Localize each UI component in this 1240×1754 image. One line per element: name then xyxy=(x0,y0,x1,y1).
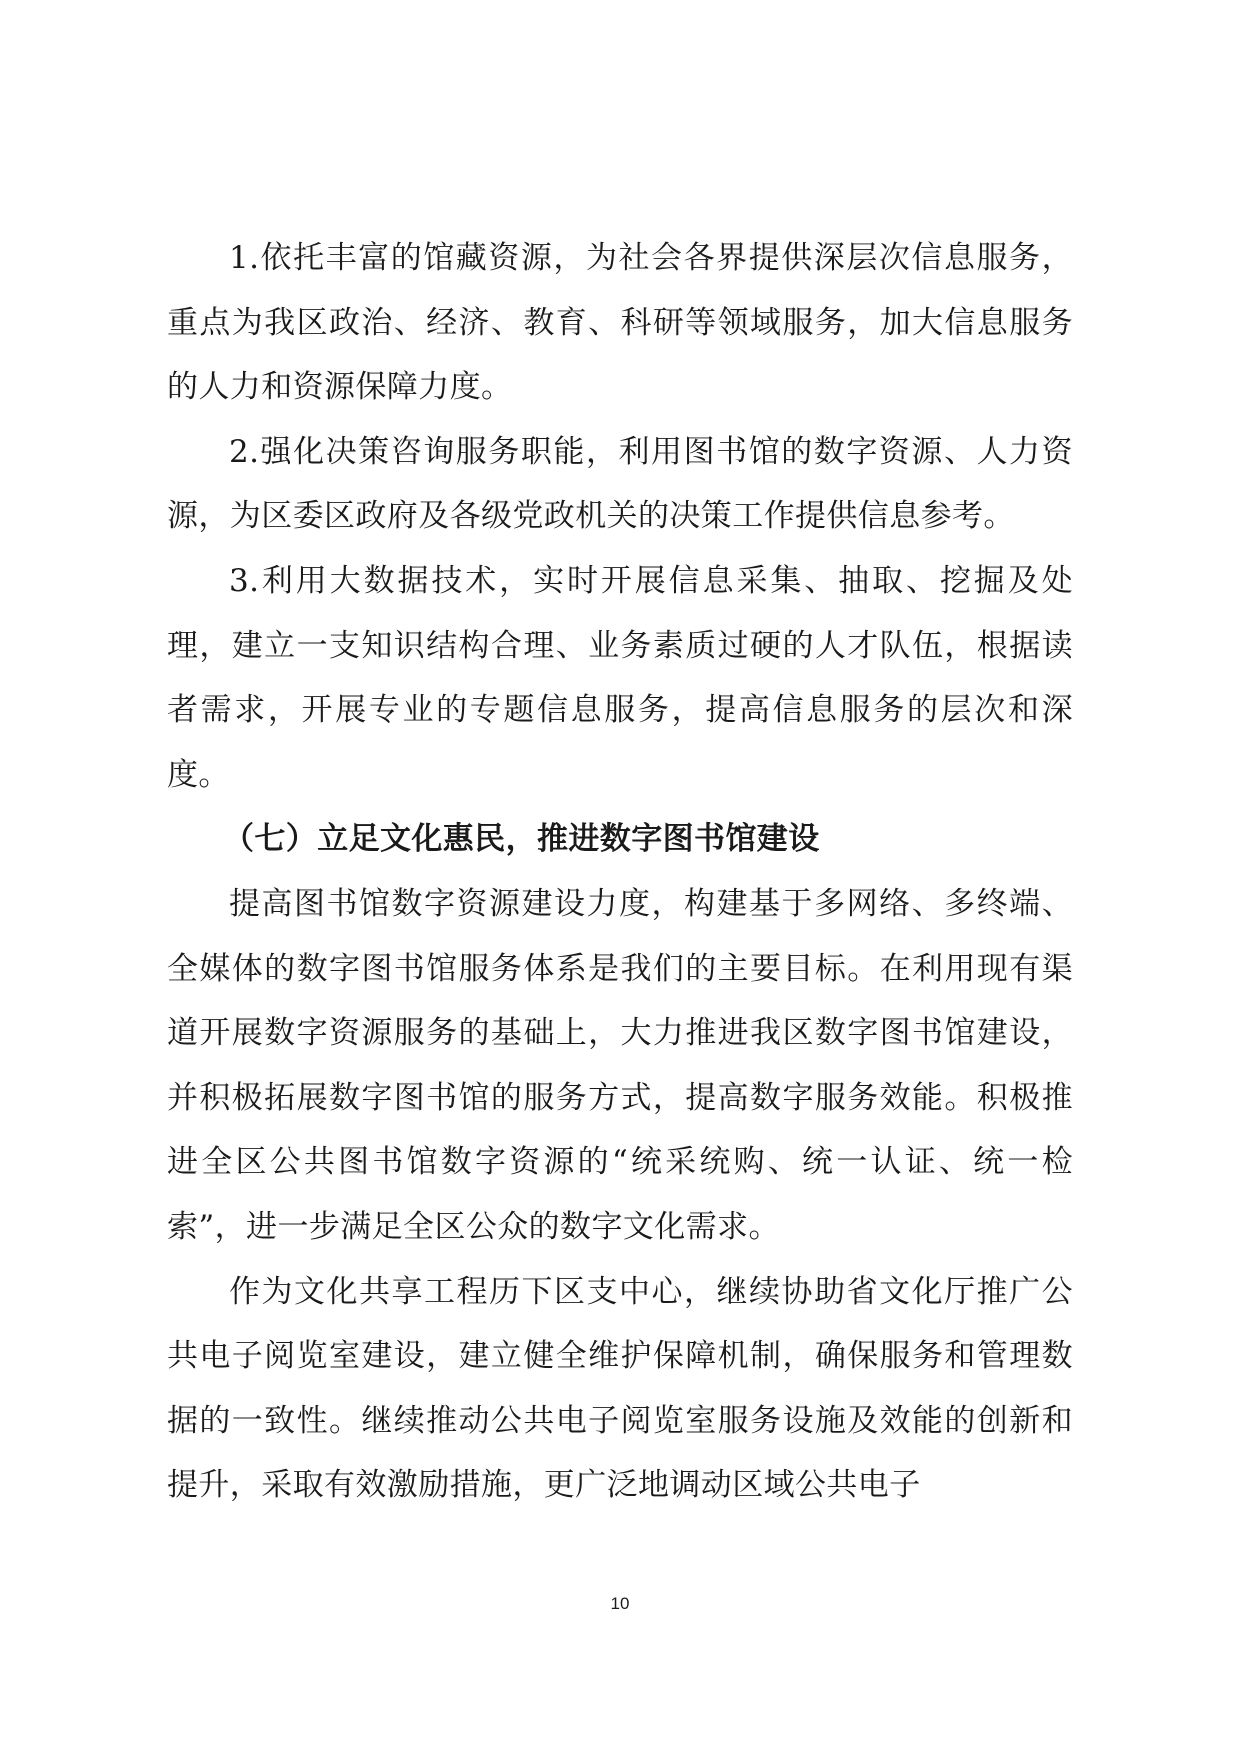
paragraph-item-3: 3.利用大数据技术，实时开展信息采集、抽取、挖掘及处理，建立一支知识结构合理、业务素质过硬的人才队伍，根据读者需求，开展专业的专题信息服务，提高信息服务的层次和深度。 xyxy=(167,562,1073,793)
page-number: 10 xyxy=(610,1594,630,1613)
section-heading: （七）立足文化惠民，推进数字图书馆建设 xyxy=(223,821,820,858)
paragraph-culture-sharing: 作为文化共享工程历下区支中心，继续协助省文化厅推广公共电子阅览室建设，建立健全维护保障机制，确保服务和管理数据的一致性。继续推动公共电子阅览室服务设施及效能的创新和提升，采取有效激励措施，更广泛地调动区域公共电子 xyxy=(167,1273,1073,1504)
paragraph-item-2: 2.强化决策咨询服务职能，利用图书馆的数字资源、人力资源，为区委区政府及各级党政机关的决策工作提供信息参考。 xyxy=(167,433,1073,535)
document-body xyxy=(167,226,1073,1518)
paragraph-item-1: 1.依托丰富的馆藏资源，为社会各界提供深层次信息服务，重点为我区政治、经济、教育、科研等领域服务，加大信息服务的人力和资源保障力度。 xyxy=(167,240,1073,406)
paragraph-digital-library: 提高图书馆数字资源建设力度，构建基于多网络、多终端、全媒体的数字图书馆服务体系是我们的主要目标。在利用现有渠道开展数字资源服务的基础上，大力推进我区数字图书馆建设，并积极拓展数字图书馆的服务方式，提高数字服务效能。积极推进全区公共图书馆数字资源的“统采统购、统一认证、统一检索”，进一步满足全区公众的数字文化需求。 xyxy=(167,885,1073,1245)
